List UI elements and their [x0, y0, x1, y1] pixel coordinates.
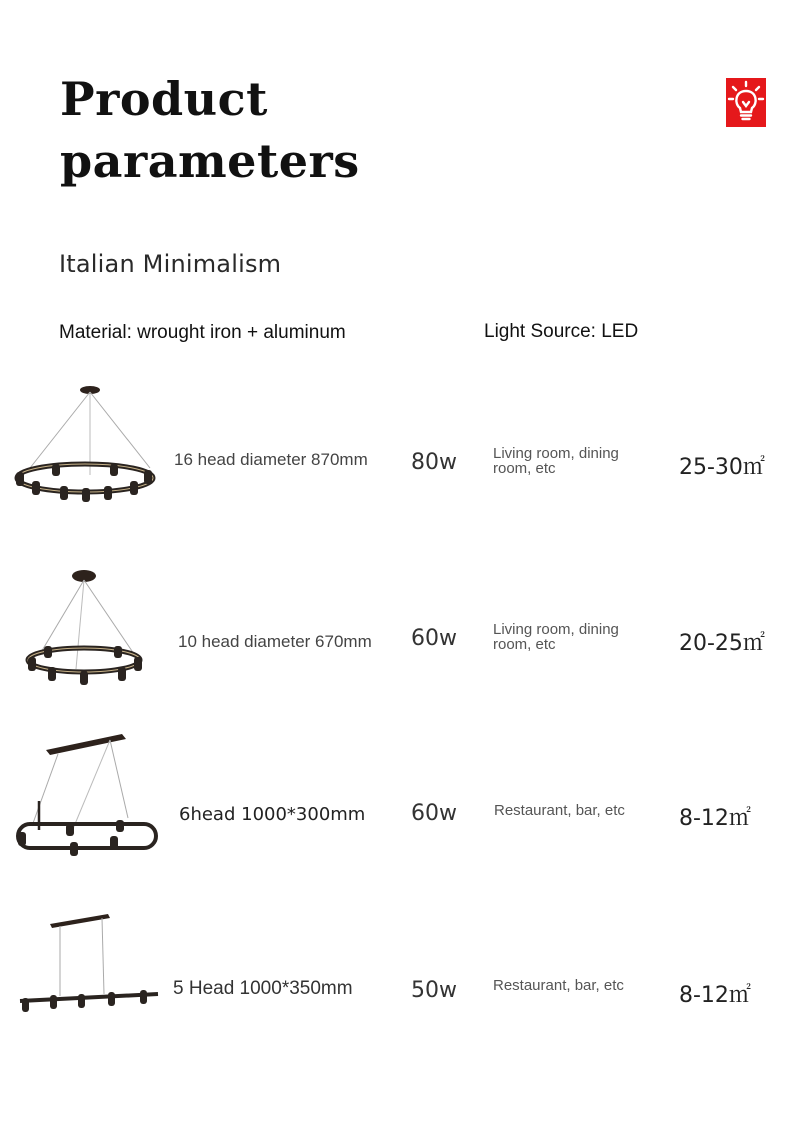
area-text: 20-25㎡: [679, 631, 765, 656]
chandelier-16-head-image: [10, 380, 160, 520]
area-text: 8-12㎡: [679, 983, 751, 1008]
usage-text: Restaurant, bar, etc: [494, 802, 625, 819]
power-text: 80w: [411, 450, 457, 475]
chandelier-6-head-image: [10, 726, 160, 866]
page-title: [60, 68, 360, 192]
power-text: 60w: [411, 626, 457, 651]
title-line-1: Product: [60, 72, 268, 126]
material-text: Material: wrought iron + aluminum: [59, 322, 346, 343]
usage-text: Living room, dining room, etc: [493, 621, 619, 653]
usage-text: Living room, dining room, etc: [493, 445, 619, 477]
spec-text: 5 Head 1000*350mm: [173, 978, 353, 999]
power-text: 60w: [411, 801, 457, 826]
title-line-2: parameters: [60, 134, 360, 188]
power-text: 50w: [411, 978, 457, 1003]
spec-text: 10 head diameter 670mm: [178, 632, 372, 651]
spec-text: 6head 1000*300mm: [179, 804, 366, 825]
chandelier-10-head-image: [10, 564, 160, 704]
spec-text: 16 head diameter 870mm: [174, 450, 368, 469]
usage-text: Restaurant, bar, etc: [493, 977, 624, 994]
chandelier-5-head-image: [10, 906, 160, 1046]
area-text: 8-12㎡: [679, 806, 751, 831]
area-text: 25-30㎡: [679, 455, 765, 480]
subtitle: Italian Minimalism: [59, 250, 282, 278]
lightbulb-icon: [726, 78, 766, 127]
light-source-text: Light Source: LED: [484, 321, 639, 342]
